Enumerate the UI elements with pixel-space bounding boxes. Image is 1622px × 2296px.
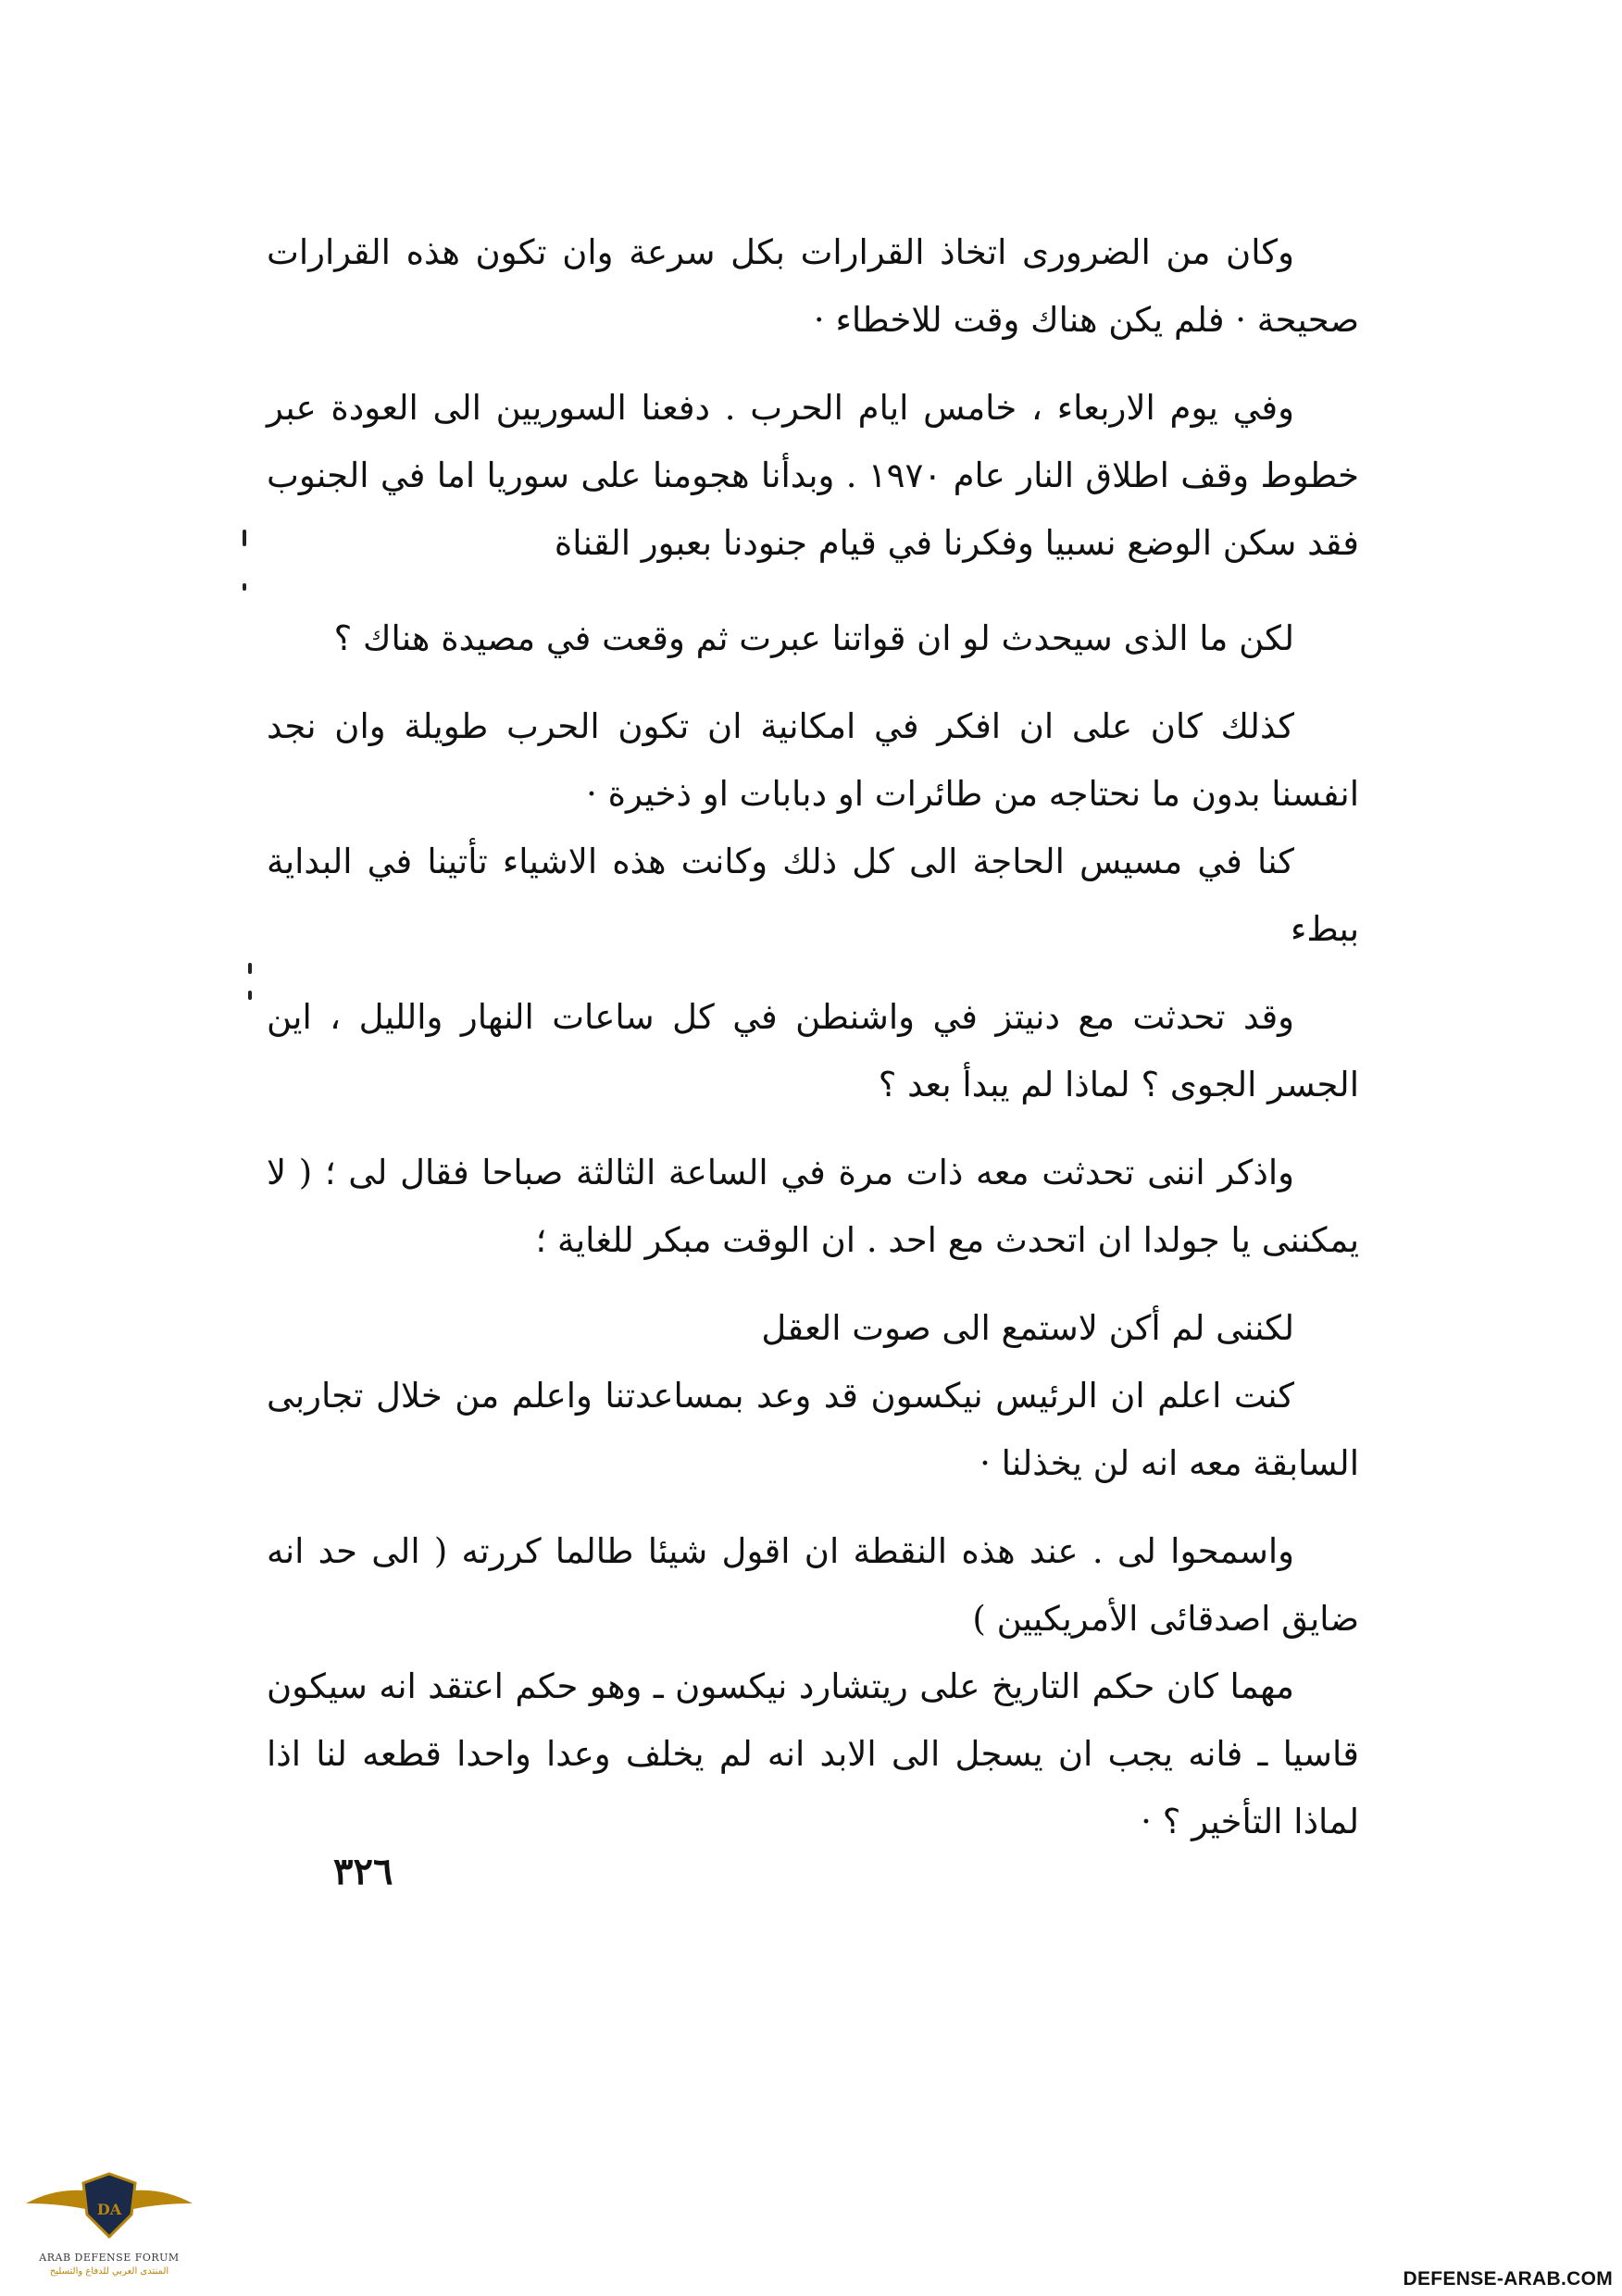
- paragraph: وقد تحدثت مع دنيتز في واشنطن في كل ساعات النهار والليل ، اين الجسر الجوى ؟ لماذا لم يبدأ بعد ؟: [267, 997, 1359, 1104]
- logo-arabic-text: المنتدى العربي للدفاع والتسليح: [49, 2266, 169, 2277]
- paragraph: واذكر اننى تحدثت معه ذات مرة في الساعة الثالثة صباحا فقال لى ؛ ( لا يمكننى يا جولدا ان اتحدث مع احد . ان الوقت مبكر للغاية ؛: [267, 1153, 1359, 1260]
- forum-logo: [17, 2166, 202, 2287]
- margin-mark: [243, 583, 246, 591]
- shield-wings-icon: [17, 2166, 202, 2252]
- site-url: DEFENSE-ARAB.COM: [1403, 2268, 1613, 2290]
- margin-mark: [248, 963, 252, 974]
- svg-text:DA: DA: [96, 2201, 122, 2218]
- paragraph: واسمحوا لى . عند هذه النقطة ان اقول شيئا طالما كررته ( الى حد انه ضايق اصدقائى الأمريكيين ): [267, 1531, 1359, 1639]
- paragraph: وكان من الضرورى اتخاذ القرارات بكل سرعة وان تكون هذه القرارات صحيحة · فلم يكن هناك وقت للاخطاء ·: [267, 232, 1359, 340]
- paragraph: لكن ما الذى سيحدث لو ان قواتنا عبرت ثم وقعت في مصيدة هناك ؟: [333, 618, 1294, 658]
- page-number: ٣٢٦: [333, 1850, 393, 1893]
- paragraph: كنا في مسيس الحاجة الى كل ذلك وكانت هذه الاشياء تأتينا في البداية ببطء: [267, 842, 1359, 949]
- paragraph: وفي يوم الاربعاء ، خامس ايام الحرب . دفعنا السوريين الى العودة عبر خطوط وقف اطلاق النار عام ١٩٧٠ . وبدأنا هجومنا على سوريا اما في الجنوب فقد سكن الوضع نسبيا وفكرنا في قيام جنودنا بعبور القناة: [267, 388, 1359, 563]
- margin-mark: [248, 991, 252, 1000]
- paragraph: لكننى لم أكن لاستمع الى صوت العقل: [761, 1308, 1294, 1348]
- body-text: [267, 218, 1359, 1855]
- paragraph: مهما كان حكم التاريخ على ريتشارد نيكسون ـ وهو حكم اعتقد انه سيكون قاسيا ـ فانه يجب ان يسجل الى الابد انه لم يخلف وعدا واحدا قطعه لنا اذا لماذا التأخير ؟ ·: [267, 1666, 1359, 1841]
- paragraph: كنت اعلم ان الرئيس نيكسون قد وعد بمساعدتنا واعلم من خلال تجاربى السابقة معه انه لن يخذلنا ·: [267, 1376, 1359, 1483]
- margin-mark: [243, 530, 246, 546]
- paragraph: كذلك كان على ان افكر في امكانية ان تكون الحرب طويلة وان نجد انفسنا بدون ما نحتاجه من طائرات او دبابات او ذخيرة ·: [267, 706, 1359, 814]
- logo-brand-text: ARAB DEFENSE FORUM: [39, 2252, 180, 2264]
